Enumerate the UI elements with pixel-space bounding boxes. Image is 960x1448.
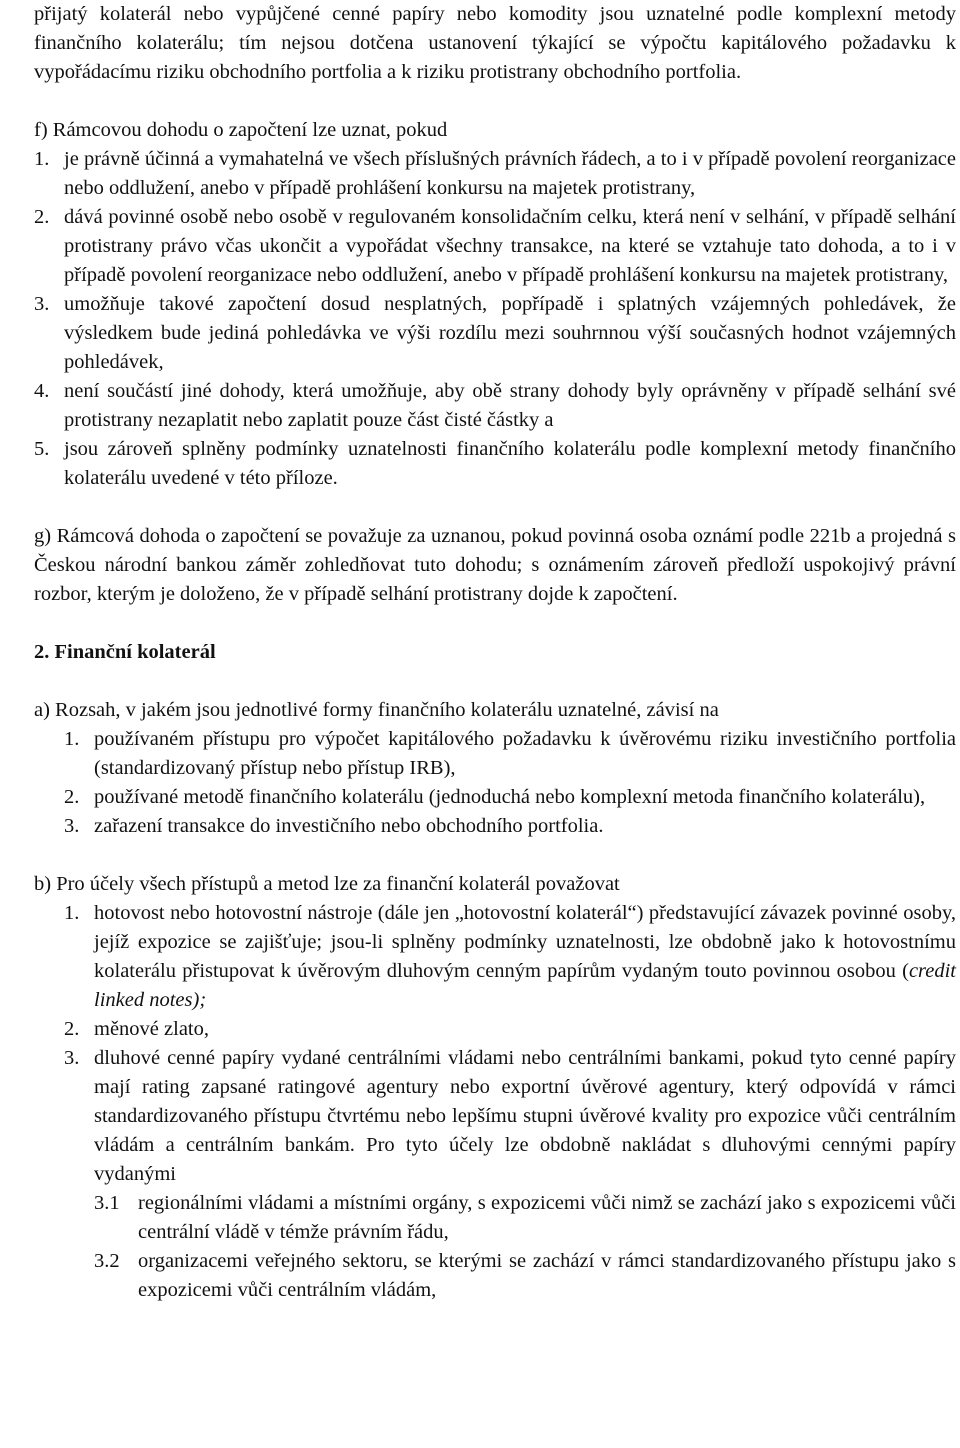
spacer xyxy=(34,609,956,638)
spacer xyxy=(34,667,956,696)
document-page xyxy=(34,0,956,1305)
section-f-heading: f) Rámcovou dohodu o započtení lze uznat, pokud xyxy=(34,119,448,141)
sub-list-item-number: 3.1 xyxy=(94,1192,120,1214)
sub-list-item-text: organizacemi veřejného sektoru, se kterými se zachází v rámci standardizovaného přístupu jako s expozicemi vůči centrálním vládám, xyxy=(138,1250,956,1301)
list-item-text-italic: credit linked notes); xyxy=(94,960,956,1011)
sub-list-item-number: 3.2 xyxy=(94,1250,120,1272)
list-item xyxy=(34,1044,956,1189)
list-item-text: zařazení transakce do investičního nebo obchodního portfolia. xyxy=(94,815,604,837)
list-item-number: 1. xyxy=(64,728,80,750)
list-item xyxy=(34,725,956,783)
list-item-text-main: hotovost nebo hotovostní nástroje (dále jen „hotovostní kolaterál“) představující závazek povinné osoby, jejíž expozice se zajišťuje; jsou-li splněny podmínky uznatelnosti, lze obdobně jako k hotovostnímu kolaterálu přistupovat k úvěrovým dluhovým cenným papírům vydaným touto povinnou osobou ( xyxy=(94,902,956,982)
list-item-number: 3. xyxy=(64,1047,80,1069)
list-item-text: jsou zároveň splněny podmínky uznatelnosti finančního kolaterálu podle komplexní metody finančního kolaterálu uvedené v této příloze. xyxy=(64,438,956,489)
list-item xyxy=(34,203,956,290)
list-item xyxy=(34,812,956,841)
list-item-text: dluhové cenné papíry vydané centrálními vládami nebo centrálními bankami, pokud tyto cenné papíry mají rating zapsané ratingové agentury nebo exportní úvěrové agentury, který odpovídá v rámci standardizovaného přístupu čtvrtému nebo lepšímu stupni úvěrové kvality pro expozice vůči centrálním vládám a centrálním bankám. Pro tyto účely lze obdobně nakládat s dluhovými cennými papíry vydanými xyxy=(94,1047,956,1185)
sub-list-item xyxy=(34,1247,956,1305)
list-item-number: 3. xyxy=(34,293,50,315)
list-item-text: používané metodě finančního kolaterálu (jednoduchá nebo komplexní metoda finančního kolaterálu), xyxy=(94,786,926,808)
list-item-number: 1. xyxy=(34,148,50,170)
list-item xyxy=(34,1015,956,1044)
list-item xyxy=(34,377,956,435)
intro-paragraph: přijatý kolaterál nebo vypůjčené cenné papíry nebo komodity jsou uznatelné podle komplexní metody finančního kolaterálu; tím nejsou dotčena ustanovení týkající se výpočtu kapitálového požadavku k vypořádacímu riziku obchodního portfolia a k riziku protistrany obchodního portfolia. xyxy=(34,3,956,83)
list-item-number: 3. xyxy=(64,815,80,837)
list-item-text: je právně účinná a vymahatelná ve všech příslušných právních řádech, a to i v případě povolení reorganizace nebo oddlužení, anebo v případě prohlášení konkursu na majetek protistrany, xyxy=(64,148,956,199)
list-item xyxy=(34,783,956,812)
section-a-heading: a) Rozsah, v jakém jsou jednotlivé formy finančního kolaterálu uznatelné, závisí na xyxy=(34,699,719,721)
sub-list-item xyxy=(34,1189,956,1247)
list-item-text xyxy=(94,899,956,1015)
spacer xyxy=(34,87,956,116)
list-item-text: dává povinné osobě nebo osobě v regulovaném konsolidačním celku, která není v selhání, v případě selhání protistrany právo včas ukončit a vypořádat všechny transakce, na které se vztahuje tato dohoda, a to i v případě povolení reorganizace nebo oddlužení, anebo v případě prohlášení konkursu na majetek protistrany, xyxy=(64,206,956,286)
spacer xyxy=(34,493,956,522)
list-item-number: 5. xyxy=(34,438,50,460)
list-item xyxy=(34,435,956,493)
list-item-text: měnové zlato, xyxy=(94,1018,209,1040)
list-item-number: 4. xyxy=(34,380,50,402)
section-2-heading: 2. Finanční kolaterál xyxy=(34,641,216,663)
list-item xyxy=(34,145,956,203)
list-item xyxy=(34,290,956,377)
list-item-number: 2. xyxy=(64,786,80,808)
sub-list-item-text: regionálními vládami a místními orgány, s expozicemi vůči nimž se zachází jako s expozicemi vůči centrální vládě v témže právním řádu, xyxy=(138,1192,956,1243)
section-g-paragraph: g) Rámcová dohoda o započtení se považuje za uznanou, pokud povinná osoba oznámí podle 221b a projedná s Českou národní bankou záměr zohledňovat tuto dohodu; s oznámením zároveň předloží uspokojivý právní rozbor, kterým je doloženo, že v případě selhání protistrany dojde k započtení. xyxy=(34,525,956,605)
list-item xyxy=(34,899,956,1015)
list-item-text: umožňuje takové započtení dosud nesplatných, popřípadě i splatných vzájemných pohledávek, že výsledkem bude jediná pohledávka ve výši rozdílu mezi souhrnnou výší současných hodnot vzájemných pohledávek, xyxy=(64,293,956,373)
list-item-number: 2. xyxy=(34,206,50,228)
spacer xyxy=(34,841,956,870)
list-item-text: není součástí jiné dohody, která umožňuje, aby obě strany dohody byly oprávněny v případě selhání své protistrany nezaplatit nebo zaplatit pouze část čisté částky a xyxy=(64,380,956,431)
list-item-number: 2. xyxy=(64,1018,80,1040)
list-item-text: používaném přístupu pro výpočet kapitálového požadavku k úvěrovému riziku investičního portfolia (standardizovaný přístup nebo přístup IRB), xyxy=(94,728,956,779)
list-item-number: 1. xyxy=(64,902,80,924)
section-b-heading: b) Pro účely všech přístupů a metod lze za finanční kolaterál považovat xyxy=(34,873,620,895)
